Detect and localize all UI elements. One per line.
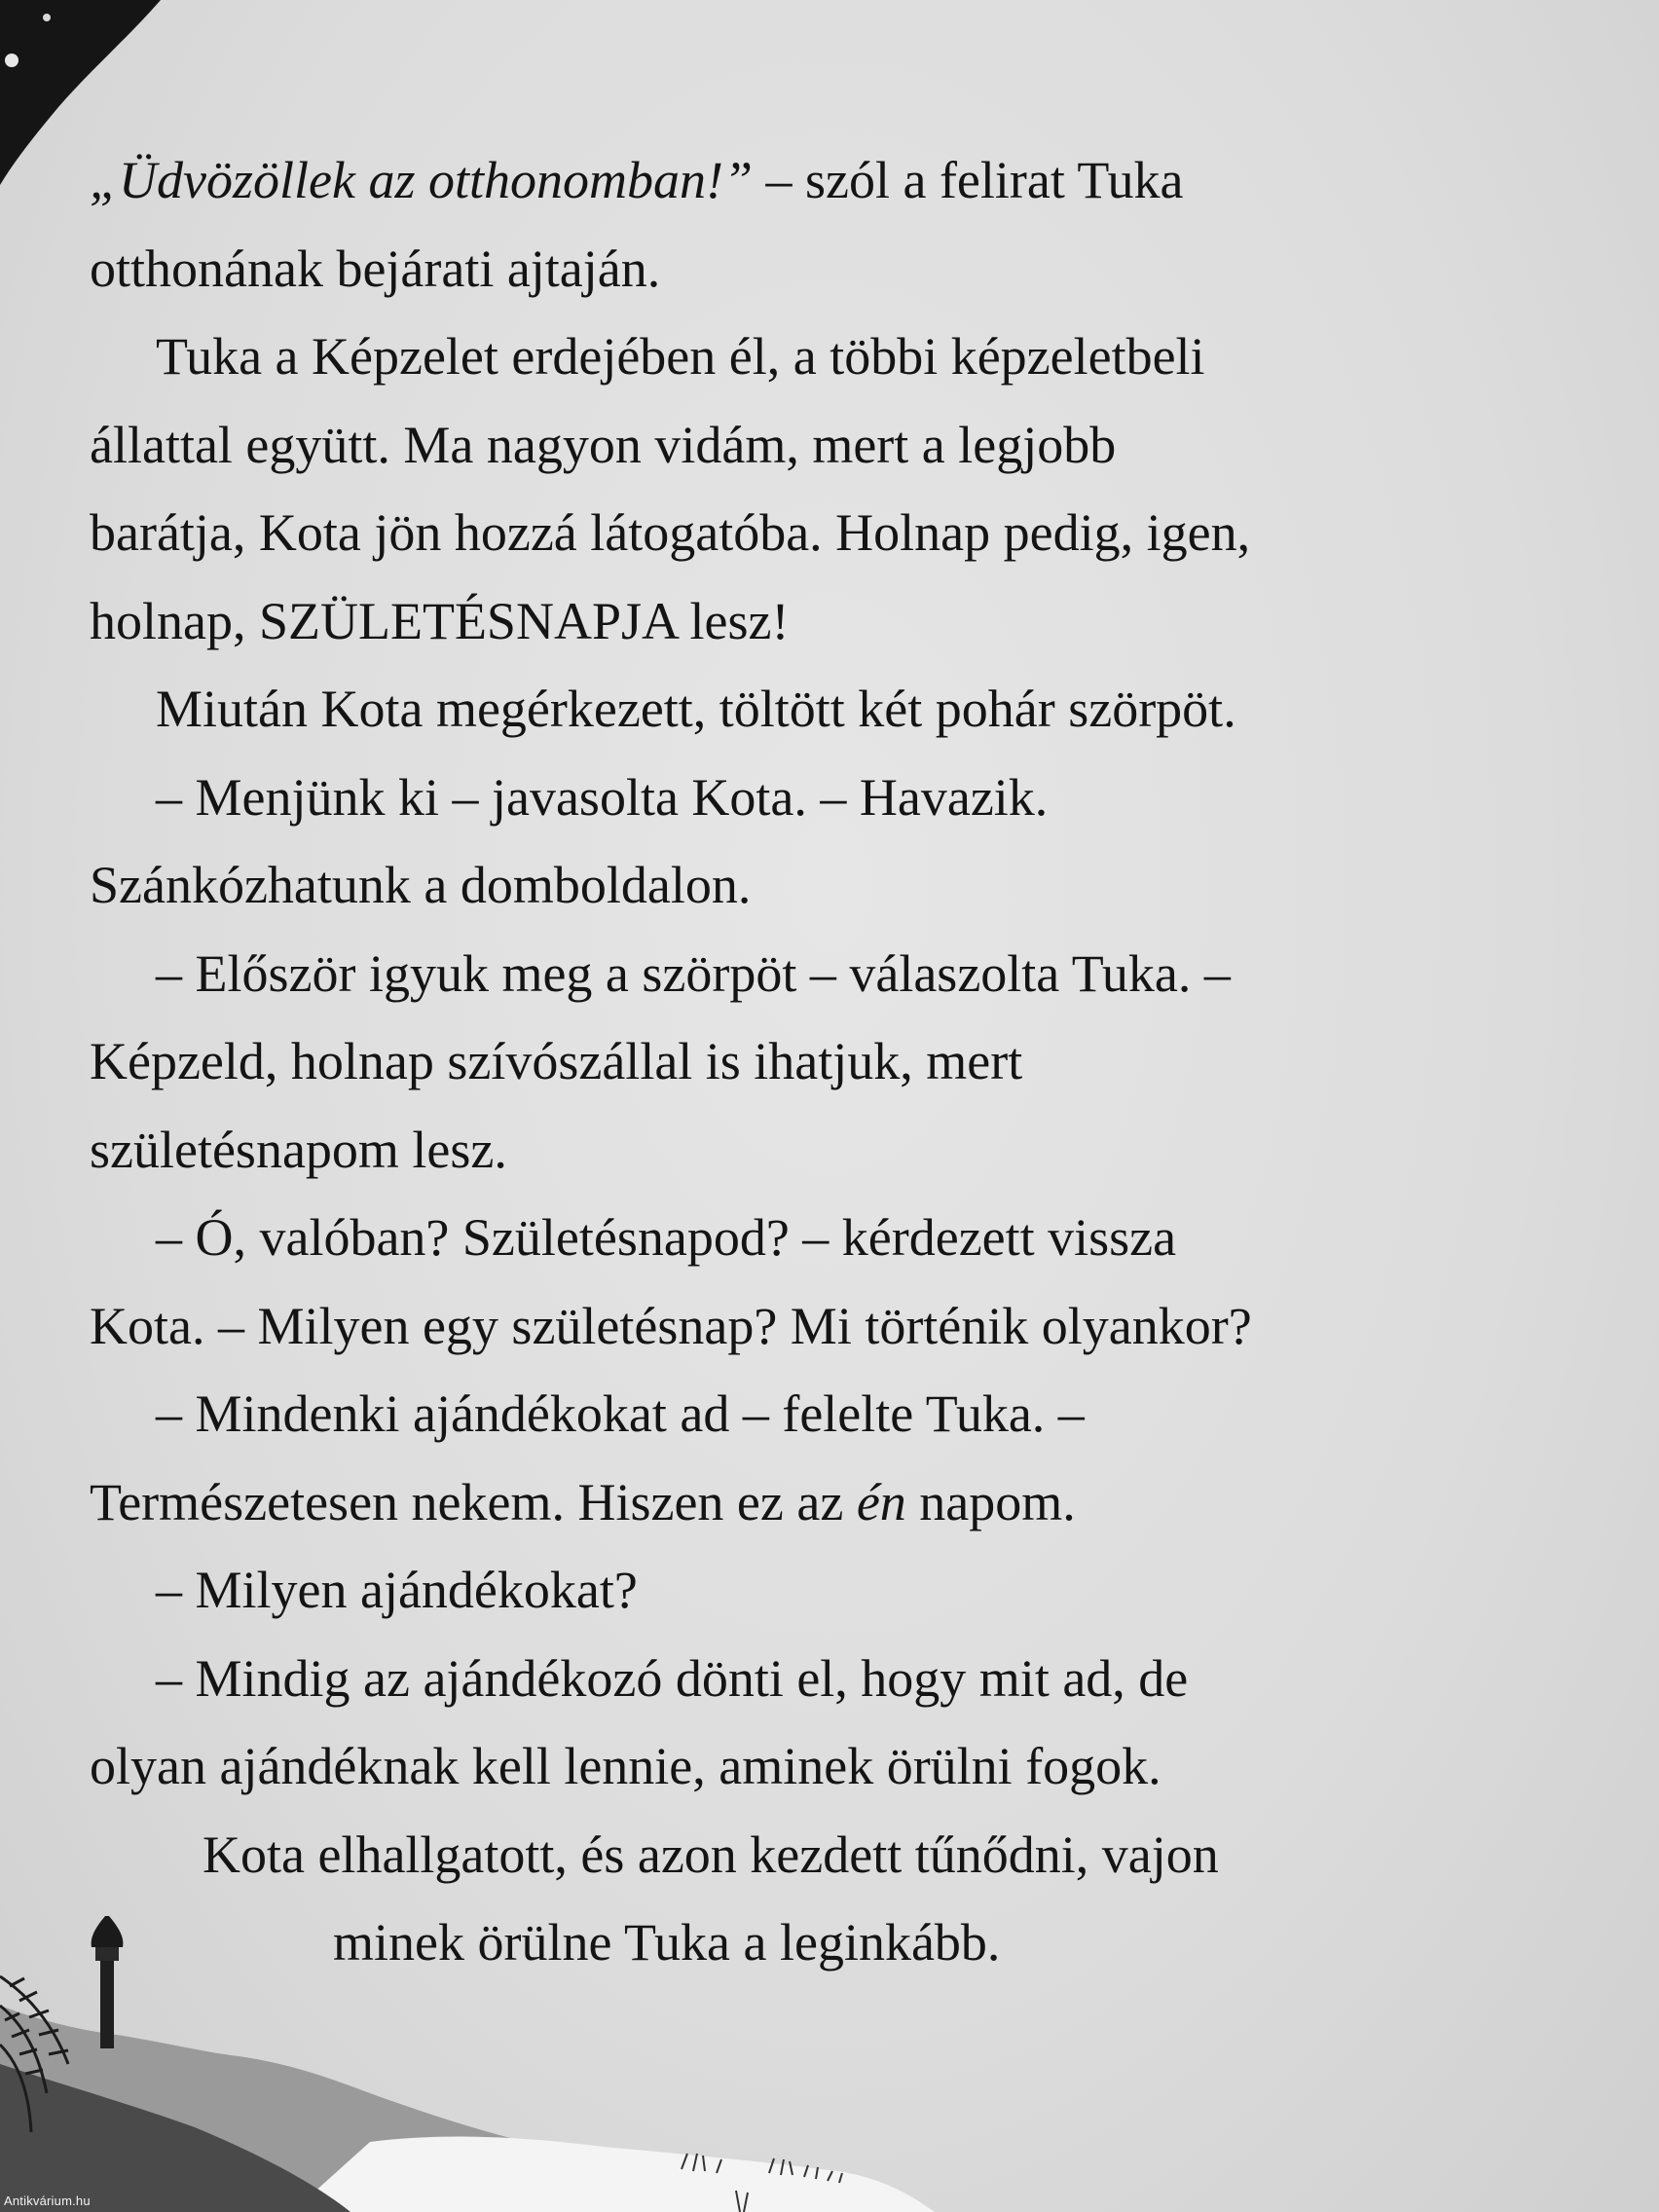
paragraph-7-line-1: – Mindenki ajándékokat ad – felelte Tuka. – [156,1384,1085,1443]
paragraph-6-line-2: Kota. – Milyen egy születésnap? Mi történik olyankor? [90,1296,1252,1355]
paragraph-3-line-1: Miután Kota megérkezett, töltött két pohár szörpöt. [156,680,1236,738]
paragraph-1-line-2: otthonának bejárati ajtaján. [90,239,661,298]
snowflake-dot [43,14,51,21]
snowflake-dot [5,54,18,67]
paragraph-4-line-2: Szánkózhatunk a domboldalon. [90,856,752,914]
emphasized-word: én [856,1472,906,1531]
paragraph-10-line-2: minek örülne Tuka a leginkább. [333,1913,1001,1972]
paragraph-9-line-1: – Mindig az ajándékozó dönti el, hogy mit ad, de [156,1648,1189,1708]
paragraph-10-line-1: Kota elhallgatott, és azon kezdett tűnődni, vajon [203,1825,1219,1884]
snow-ground [292,2137,935,2212]
story-text [90,136,1569,1987]
paragraph-9-line-2: olyan ajándéknak kell lennie, aminek örülni fogok. [90,1737,1161,1795]
paragraph-5-line-1: – Először igyuk meg a szörpöt – válaszolta Tuka. – [156,943,1231,1003]
paragraph-2-line-4: holnap, SZÜLETÉSNAPJA lesz! [90,591,790,650]
paragraph-7-line-2: Természetesen nekem. Hiszen ez az én napom. [90,1472,1076,1531]
paragraph-8-line-1: – Milyen ajándékokat? [156,1561,638,1619]
paragraph-4-line-1: – Menjünk ki – javasolta Kota. – Havazik. [156,767,1049,827]
paragraph-2-line-2: állattal együtt. Ma nagyon vidám, mert a legjobb [90,415,1117,474]
paragraph-2-line-1: Tuka a Képzelet erdejében él, a többi képzeletbeli [156,327,1205,386]
site-watermark: Antikvárium.hu [4,2194,91,2208]
paragraph-5-line-3: születésnapom lesz. [90,1120,507,1179]
welcome-sign-quote: „Üdvözöllek az otthonomban!” [90,151,753,209]
paragraph-6-line-1: – Ó, valóban? Születésnapod? – kérdezett vissza [156,1208,1177,1267]
paragraph-1-line-1: „Üdvözöllek az otthonomban!” – szól a felirat Tuka [90,151,1184,209]
paragraph-2-line-3: barátja, Kota jön hozzá látogatóba. Holnap pedig, igen, [90,503,1251,562]
paragraph-5-line-2: Képzeld, holnap szívószállal is ihatjuk, mert [90,1032,1023,1090]
